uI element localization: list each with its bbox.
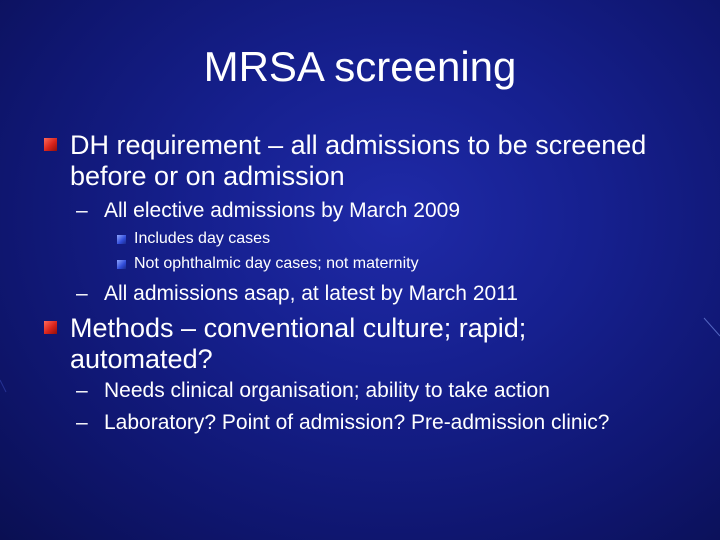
bullet-square-icon: [117, 235, 126, 244]
sub-sub-bullet-text: Includes day cases: [134, 230, 271, 247]
sub-bullet-item: [76, 410, 610, 436]
sub-bullet-text: Needs clinical organisation; ability to take action: [104, 379, 550, 402]
bullet-item: [70, 313, 526, 375]
slide-title: MRSA screening: [203, 43, 517, 90]
sub-bullet-item: [76, 378, 550, 404]
bullet-text: automated?: [70, 344, 213, 374]
bullet-square-icon: [44, 138, 57, 151]
bullet-text: before or on admission: [70, 161, 345, 191]
dash-marker: –: [76, 379, 88, 402]
bullet-item: [70, 130, 646, 192]
sub-bullet-item: [76, 198, 460, 224]
dash-marker: –: [76, 199, 88, 222]
bullet-square-icon: [44, 321, 57, 334]
sub-sub-bullet-item: [134, 254, 419, 274]
bullet-text: Methods – conventional culture; rapid;: [70, 313, 527, 343]
sub-bullet-text: Laboratory? Point of admission? Pre-admission clinic?: [104, 411, 610, 434]
bullet-text: DH requirement – all admissions to be screened: [70, 130, 647, 160]
dash-marker: –: [76, 411, 88, 434]
sub-bullet-text: All elective admissions by March 2009: [104, 199, 460, 222]
sub-sub-bullet-text: Not ophthalmic day cases; not maternity: [134, 255, 419, 272]
sub-bullet-text: All admissions asap, at latest by March 2011: [104, 282, 518, 305]
bullet-square-icon: [117, 260, 126, 269]
dash-marker: –: [76, 282, 88, 305]
sub-bullet-item: [76, 281, 518, 307]
sub-sub-bullet-item: [134, 229, 270, 249]
